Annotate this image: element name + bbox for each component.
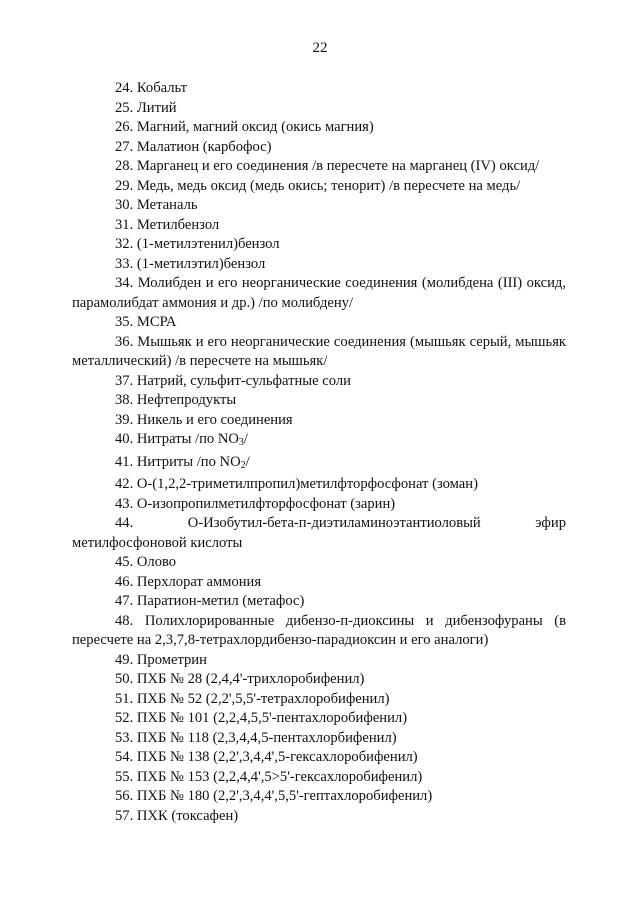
list-item: 47. Паратион-метил (метафос) (115, 593, 305, 609)
list-item: 51. ПХБ № 52 (2,2',5,5'-тетрахлоробифенил) (115, 690, 390, 707)
substance-list (72, 79, 566, 826)
list-item: 25. Литий (115, 99, 177, 116)
list-item: 49. Прометрин (115, 651, 207, 668)
list-item: 32. (1-метилэтенил)бензол (115, 236, 280, 252)
list-item: 36. Мышьяк и его неорганические соединения (мышьяк серый, мышьяк металлический) /в пересчете на мышьяк/ (72, 333, 566, 369)
list-item: 30. Метаналь (115, 197, 198, 213)
list-item: 24. Кобальт (115, 80, 187, 96)
list-item: 43. О-изопропилметилфторфосфонат (зарин) (115, 495, 396, 512)
page-number: 22 (312, 40, 328, 56)
list-item: 34. Молибден и его неорганические соединения (молибдена (III) оксид, парамолибдат аммония и др.) /по молибдену/ (72, 275, 566, 311)
list-item: 38. Нефтепродукты (115, 392, 237, 408)
list-item: 31. Метилбензол (115, 216, 220, 233)
item-text: / (243, 431, 248, 447)
list-item: 26. Магний, магний оксид (окись магния) (115, 119, 374, 135)
list-item: 50. ПХБ № 28 (2,4,4'-трихлоробифенил) (115, 671, 365, 687)
list-item: 54. ПХБ № 138 (2,2',3,4,4',5-гексахлоробифенил) (115, 749, 418, 765)
list-item: 57. ПХК (токсафен) (115, 807, 239, 824)
list-item: 42. О-(1,2,2-триметилпропил)метилфторфосфонат (зоман) (115, 476, 478, 492)
item-text: 40. Нитраты /по NO (115, 431, 239, 447)
subscript: 3 (238, 437, 244, 448)
list-item (72, 453, 566, 476)
list-item: 48. Полихлорированные дибензо-п-диоксины и дибензофураны (в пересчете на 2,3,7,8-тетрахлордибензо-парадиоксин и его аналоги) (72, 612, 566, 648)
list-item: 27. Малатион (карбофос) (115, 138, 272, 155)
list-item: 56. ПХБ № 180 (2,2',3,4,4',5,5'-гептахлоробифенил) (115, 788, 433, 804)
list-item: 39. Никель и его соединения (115, 411, 293, 428)
list-item: 44. О-Изобутил-бета-п-диэтиламиноэтантиоловый эфир метилфосфоновой кислоты (72, 515, 566, 551)
list-item: 45. Олово (115, 554, 177, 570)
list-item: 52. ПХБ № 101 (2,2,4,5,5'-пентахлоробифенил) (115, 710, 408, 726)
list-item: 37. Натрий, сульфит-сульфатные соли (115, 372, 351, 389)
list-item: 29. Медь, медь оксид (медь окись; тенорит) /в пересчете на медь/ (115, 177, 521, 194)
item-text: / (245, 453, 250, 470)
list-item: 53. ПХБ № 118 (2,3,4,4,5-пентахлорбифенил) (115, 729, 397, 746)
list-item (72, 430, 566, 453)
list-item: 55. ПХБ № 153 (2,2,4,4',5>5'-гексахлоробифенил) (115, 768, 423, 785)
list-item: 46. Перхлорат аммония (115, 573, 262, 590)
list-item: 28. Марганец и его соединения /в пересчете на марганец (IV) оксид/ (115, 158, 540, 174)
list-item: 35. МСРА (115, 314, 177, 330)
item-text: 41. Нитриты /по NO (115, 453, 241, 470)
subscript: 2 (240, 459, 246, 471)
list-item: 33. (1-метилэтил)бензол (115, 255, 266, 272)
